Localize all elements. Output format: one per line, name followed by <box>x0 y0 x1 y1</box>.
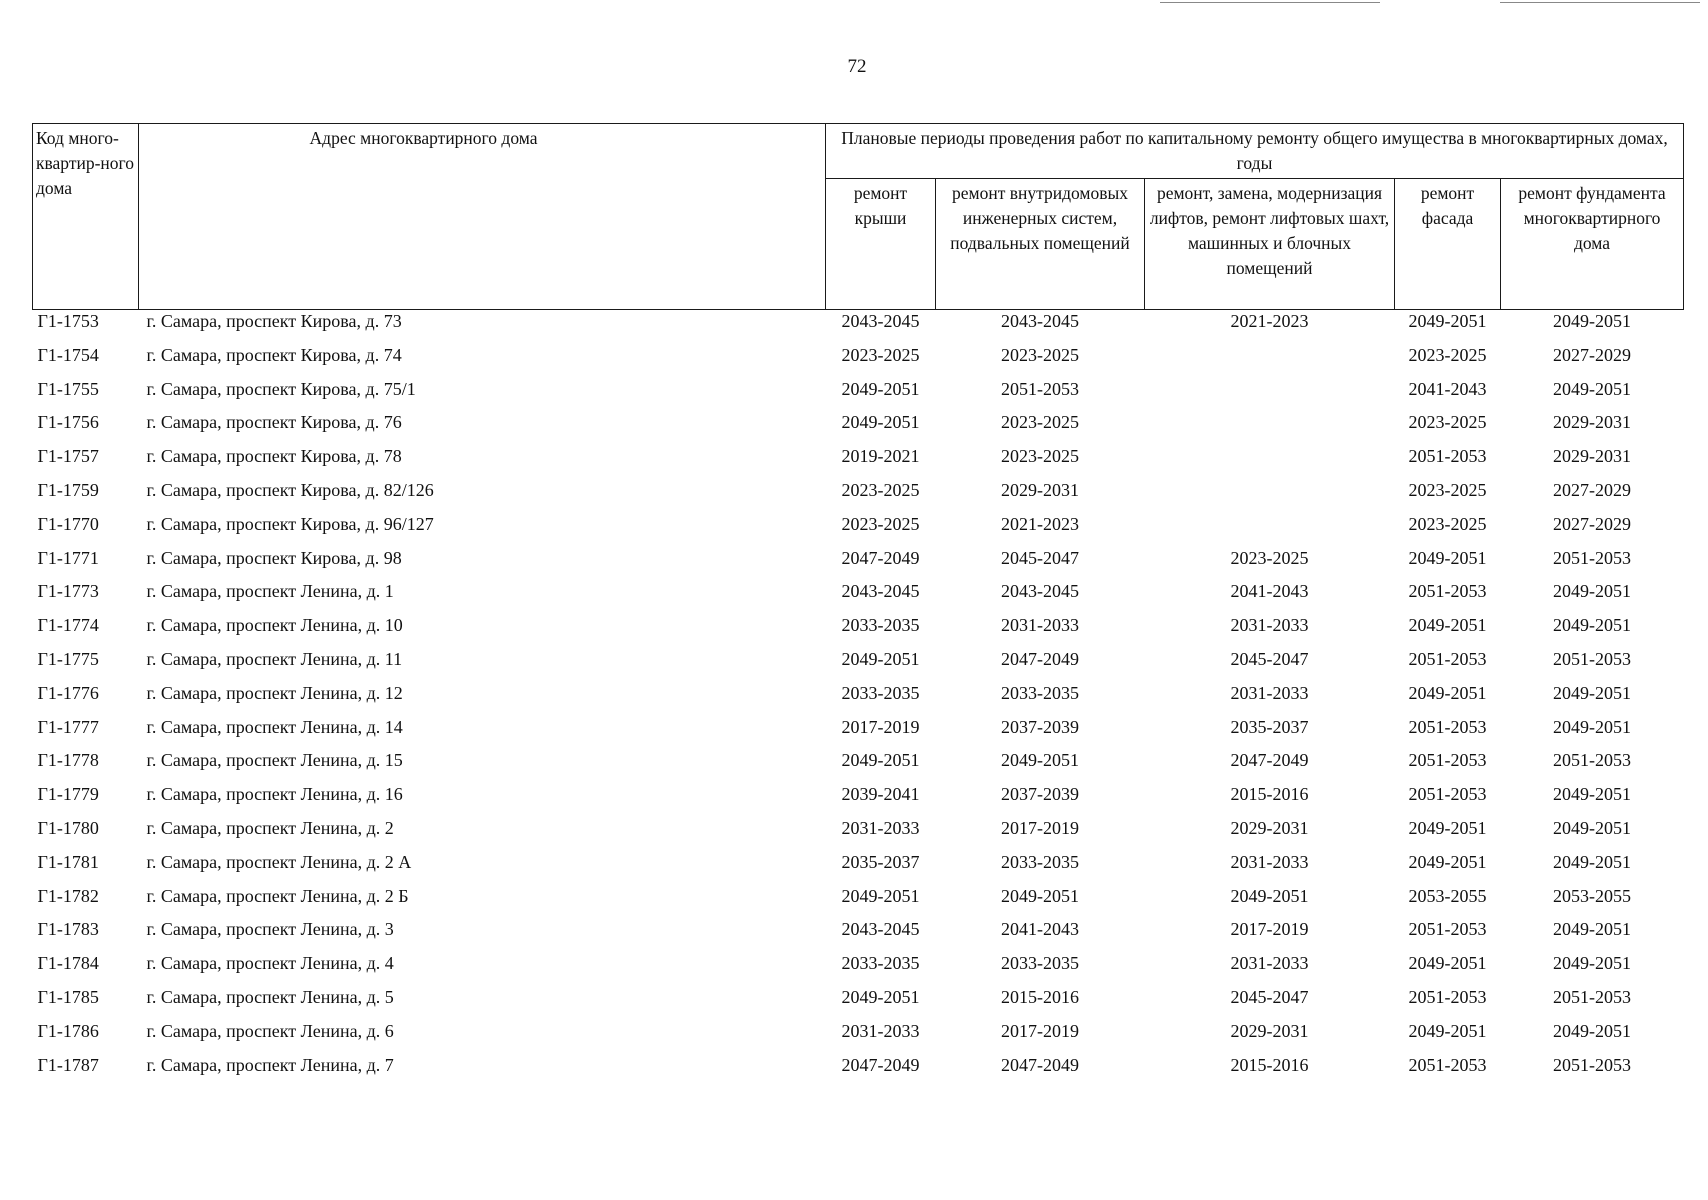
table-row <box>33 851 1684 885</box>
cell-roof: 2023-2025 <box>841 344 920 365</box>
cell-code: Г1-1755 <box>37 378 99 399</box>
cell-foundation: 2053-2055 <box>1553 885 1631 906</box>
cell-elevators: 2049-2051 <box>1230 885 1309 906</box>
table-row <box>33 445 1684 479</box>
cell-facade: 2023-2025 <box>1408 344 1487 365</box>
cell-foundation: 2029-2031 <box>1553 412 1631 433</box>
cell-code: Г1-1757 <box>37 446 99 467</box>
header-code: Код много-квартир-ного дома <box>33 124 139 310</box>
cell-facade: 2049-2051 <box>1408 547 1487 568</box>
cell-elevators: 2031-2033 <box>1230 682 1309 703</box>
cell-elevators: 2031-2033 <box>1230 851 1309 872</box>
cell-address: г. Самара, проспект Ленина, д. 3 <box>146 919 394 940</box>
table-row <box>33 1054 1684 1088</box>
cell-code: Г1-1753 <box>37 311 99 331</box>
cell-roof: 2049-2051 <box>841 412 920 433</box>
cell-engineering: 2049-2051 <box>1001 750 1079 771</box>
cell-address: г. Самара, проспект Кирова, д. 82/126 <box>146 479 434 500</box>
table-row <box>33 783 1684 817</box>
cell-facade: 2051-2053 <box>1408 784 1487 805</box>
header-foundation: ремонт фундамента многоквартирного дома <box>1501 179 1684 310</box>
cell-foundation: 2027-2029 <box>1553 513 1631 534</box>
cell-engineering: 2017-2019 <box>1001 817 1079 838</box>
cell-address: г. Самара, проспект Кирова, д. 96/127 <box>146 513 434 534</box>
cell-facade: 2049-2051 <box>1408 817 1487 838</box>
cell-facade: 2051-2053 <box>1408 1054 1487 1075</box>
cell-foundation: 2051-2053 <box>1553 547 1631 568</box>
cell-facade: 2049-2051 <box>1408 851 1487 872</box>
cell-elevators: 2041-2043 <box>1230 581 1309 602</box>
cell-elevators <box>1145 344 1395 378</box>
table-row <box>33 682 1684 716</box>
cell-foundation: 2027-2029 <box>1553 479 1631 500</box>
cell-roof: 2033-2035 <box>841 953 920 974</box>
table-row <box>33 479 1684 513</box>
cell-foundation: 2049-2051 <box>1553 919 1631 940</box>
cell-engineering: 2043-2045 <box>1001 311 1079 331</box>
header-roof: ремонт крыши <box>826 179 936 310</box>
cell-foundation: 2049-2051 <box>1553 953 1631 974</box>
cell-facade: 2051-2053 <box>1408 919 1487 940</box>
cell-elevators: 2045-2047 <box>1230 986 1309 1007</box>
cell-code: Г1-1754 <box>37 344 99 365</box>
cell-engineering: 2033-2035 <box>1001 953 1079 974</box>
cell-elevators <box>1145 479 1395 513</box>
cell-elevators: 2031-2033 <box>1230 615 1309 636</box>
cell-engineering: 2023-2025 <box>1001 344 1079 365</box>
table-row <box>33 986 1684 1020</box>
cell-engineering: 2029-2031 <box>1001 479 1079 500</box>
cell-facade: 2049-2051 <box>1408 615 1487 636</box>
header-engineering: ремонт внутридомовых инженерных систем, подвальных помещений <box>936 179 1145 310</box>
cell-address: г. Самара, проспект Ленина, д. 1 <box>146 581 394 602</box>
table-row <box>33 1020 1684 1054</box>
table-header <box>33 124 1684 310</box>
table-body <box>33 310 1684 1088</box>
header-elevators: ремонт, замена, модернизация лифтов, ремонт лифтовых шахт, машинных и блочных помещений <box>1145 179 1395 310</box>
cell-address: г. Самара, проспект Ленина, д. 11 <box>146 648 403 669</box>
table-row <box>33 918 1684 952</box>
cell-foundation: 2049-2051 <box>1553 716 1631 737</box>
cell-facade: 2049-2051 <box>1408 1020 1487 1041</box>
cell-address: г. Самара, проспект Кирова, д. 76 <box>146 412 402 433</box>
table-row <box>33 547 1684 581</box>
cell-foundation: 2051-2053 <box>1553 986 1631 1007</box>
cell-code: Г1-1780 <box>37 817 99 838</box>
cell-facade: 2051-2053 <box>1408 716 1487 737</box>
cell-address: г. Самара, проспект Ленина, д. 2 Б <box>146 885 409 906</box>
cell-address: г. Самара, проспект Кирова, д. 78 <box>146 446 402 467</box>
table-row <box>33 952 1684 986</box>
table-row <box>33 580 1684 614</box>
cell-engineering: 2041-2043 <box>1001 919 1079 940</box>
cell-facade: 2041-2043 <box>1408 378 1487 399</box>
table-row <box>33 310 1684 344</box>
cell-engineering: 2021-2023 <box>1001 513 1079 534</box>
cell-code: Г1-1777 <box>37 716 99 737</box>
cell-engineering: 2031-2033 <box>1001 615 1079 636</box>
cell-engineering: 2047-2049 <box>1001 648 1079 669</box>
cell-elevators: 2015-2016 <box>1230 1054 1309 1075</box>
cell-facade: 2051-2053 <box>1408 446 1487 467</box>
cell-address: г. Самара, проспект Ленина, д. 4 <box>146 953 394 974</box>
cell-roof: 2033-2035 <box>841 615 920 636</box>
cell-roof: 2043-2045 <box>841 311 920 331</box>
cell-foundation: 2049-2051 <box>1553 784 1631 805</box>
cell-roof: 2049-2051 <box>841 648 920 669</box>
cell-facade: 2023-2025 <box>1408 479 1487 500</box>
cell-code: Г1-1784 <box>37 953 99 974</box>
cell-elevators <box>1145 445 1395 479</box>
cell-code: Г1-1775 <box>37 648 99 669</box>
cell-engineering: 2033-2035 <box>1001 682 1079 703</box>
cell-address: г. Самара, проспект Ленина, д. 14 <box>146 716 403 737</box>
cell-facade: 2049-2051 <box>1408 682 1487 703</box>
cell-engineering: 2015-2016 <box>1001 986 1079 1007</box>
cell-foundation: 2051-2053 <box>1553 750 1631 771</box>
cell-roof: 2047-2049 <box>841 1054 920 1075</box>
cell-address: г. Самара, проспект Кирова, д. 74 <box>146 344 402 365</box>
table-row <box>33 378 1684 412</box>
cell-facade: 2051-2053 <box>1408 750 1487 771</box>
cell-code: Г1-1786 <box>37 1020 99 1041</box>
cell-facade: 2023-2025 <box>1408 513 1487 534</box>
cell-elevators: 2047-2049 <box>1230 750 1309 771</box>
cell-code: Г1-1778 <box>37 750 99 771</box>
cell-roof: 2043-2045 <box>841 919 920 940</box>
cell-code: Г1-1783 <box>37 919 99 940</box>
cell-foundation: 2049-2051 <box>1553 311 1631 331</box>
cell-roof: 2019-2021 <box>841 446 920 467</box>
cell-foundation: 2029-2031 <box>1553 446 1631 467</box>
table-row <box>33 411 1684 445</box>
table-row <box>33 513 1684 547</box>
cell-engineering: 2047-2049 <box>1001 1054 1079 1075</box>
cell-roof: 2023-2025 <box>841 513 920 534</box>
cell-foundation: 2049-2051 <box>1553 1020 1631 1041</box>
scan-artifact-line <box>1500 2 1700 3</box>
table-row <box>33 344 1684 378</box>
cell-code: Г1-1782 <box>37 885 99 906</box>
cell-address: г. Самара, проспект Ленина, д. 2 <box>146 817 394 838</box>
cell-address: г. Самара, проспект Ленина, д. 16 <box>146 784 403 805</box>
cell-engineering: 2043-2045 <box>1001 581 1079 602</box>
cell-code: Г1-1773 <box>37 581 99 602</box>
header-address: Адрес многоквартирного дома <box>139 124 826 310</box>
cell-roof: 2031-2033 <box>841 817 920 838</box>
header-facade: ремонт фасада <box>1395 179 1501 310</box>
scan-artifact-line <box>1160 2 1380 3</box>
cell-elevators: 2029-2031 <box>1230 817 1309 838</box>
cell-roof: 2035-2037 <box>841 851 920 872</box>
cell-facade: 2049-2051 <box>1408 311 1487 331</box>
header-planned-periods: Плановые периоды проведения работ по капитальному ремонту общего имущества в многоквартирных домах, годы <box>826 124 1684 179</box>
cell-address: г. Самара, проспект Ленина, д. 15 <box>146 750 403 771</box>
cell-elevators: 2017-2019 <box>1230 919 1309 940</box>
cell-facade: 2051-2053 <box>1408 581 1487 602</box>
page-number: 72 <box>847 56 867 77</box>
cell-roof: 2049-2051 <box>841 750 920 771</box>
cell-address: г. Самара, проспект Ленина, д. 5 <box>146 986 394 1007</box>
table-row <box>33 885 1684 919</box>
cell-code: Г1-1776 <box>37 682 99 703</box>
cell-code: Г1-1770 <box>37 513 99 534</box>
cell-elevators: 2015-2016 <box>1230 784 1309 805</box>
cell-engineering: 2037-2039 <box>1001 784 1079 805</box>
cell-elevators: 2023-2025 <box>1230 547 1309 568</box>
cell-roof: 2033-2035 <box>841 682 920 703</box>
table-row <box>33 648 1684 682</box>
cell-address: г. Самара, проспект Кирова, д. 73 <box>146 311 402 331</box>
cell-code: Г1-1785 <box>37 986 99 1007</box>
cell-code: Г1-1756 <box>37 412 99 433</box>
capital-repair-schedule-table <box>32 123 1684 1087</box>
cell-facade: 2051-2053 <box>1408 986 1487 1007</box>
table-row <box>33 716 1684 750</box>
cell-code: Г1-1787 <box>37 1054 99 1075</box>
cell-engineering: 2033-2035 <box>1001 851 1079 872</box>
cell-elevators <box>1145 411 1395 445</box>
cell-foundation: 2027-2029 <box>1553 344 1631 365</box>
cell-engineering: 2023-2025 <box>1001 446 1079 467</box>
cell-code: Г1-1781 <box>37 851 99 872</box>
cell-address: г. Самара, проспект Ленина, д. 6 <box>146 1020 394 1041</box>
table-row <box>33 614 1684 648</box>
cell-elevators <box>1145 378 1395 412</box>
cell-roof: 2049-2051 <box>841 885 920 906</box>
cell-elevators: 2035-2037 <box>1230 716 1309 737</box>
cell-address: г. Самара, проспект Ленина, д. 10 <box>146 615 403 636</box>
cell-elevators: 2031-2033 <box>1230 953 1309 974</box>
cell-roof: 2031-2033 <box>841 1020 920 1041</box>
cell-elevators <box>1145 513 1395 547</box>
cell-foundation: 2049-2051 <box>1553 817 1631 838</box>
cell-roof: 2023-2025 <box>841 479 920 500</box>
cell-foundation: 2051-2053 <box>1553 648 1631 669</box>
cell-facade: 2049-2051 <box>1408 953 1487 974</box>
cell-foundation: 2049-2051 <box>1553 851 1631 872</box>
cell-code: Г1-1771 <box>37 547 99 568</box>
cell-engineering: 2023-2025 <box>1001 412 1079 433</box>
cell-foundation: 2051-2053 <box>1553 1054 1631 1075</box>
cell-engineering: 2037-2039 <box>1001 716 1079 737</box>
cell-roof: 2049-2051 <box>841 378 920 399</box>
cell-roof: 2039-2041 <box>841 784 920 805</box>
cell-address: г. Самара, проспект Кирова, д. 98 <box>146 547 402 568</box>
cell-code: Г1-1774 <box>37 615 99 636</box>
cell-facade: 2053-2055 <box>1408 885 1487 906</box>
cell-roof: 2047-2049 <box>841 547 920 568</box>
cell-code: Г1-1779 <box>37 784 99 805</box>
cell-engineering: 2049-2051 <box>1001 885 1079 906</box>
cell-address: г. Самара, проспект Кирова, д. 75/1 <box>146 378 416 399</box>
cell-address: г. Самара, проспект Ленина, д. 12 <box>146 682 403 703</box>
cell-facade: 2023-2025 <box>1408 412 1487 433</box>
cell-elevators: 2045-2047 <box>1230 648 1309 669</box>
cell-facade: 2051-2053 <box>1408 648 1487 669</box>
table-row <box>33 749 1684 783</box>
cell-address: г. Самара, проспект Ленина, д. 2 А <box>146 851 412 872</box>
cell-engineering: 2045-2047 <box>1001 547 1079 568</box>
table-row <box>33 817 1684 851</box>
cell-elevators: 2029-2031 <box>1230 1020 1309 1041</box>
cell-foundation: 2049-2051 <box>1553 581 1631 602</box>
cell-roof: 2043-2045 <box>841 581 920 602</box>
cell-foundation: 2049-2051 <box>1553 378 1631 399</box>
cell-code: Г1-1759 <box>37 479 99 500</box>
cell-elevators: 2021-2023 <box>1230 311 1309 331</box>
cell-engineering: 2051-2053 <box>1001 378 1079 399</box>
cell-foundation: 2049-2051 <box>1553 682 1631 703</box>
cell-roof: 2049-2051 <box>841 986 920 1007</box>
cell-engineering: 2017-2019 <box>1001 1020 1079 1041</box>
cell-foundation: 2049-2051 <box>1553 615 1631 636</box>
cell-address: г. Самара, проспект Ленина, д. 7 <box>146 1054 394 1075</box>
cell-roof: 2017-2019 <box>841 716 920 737</box>
